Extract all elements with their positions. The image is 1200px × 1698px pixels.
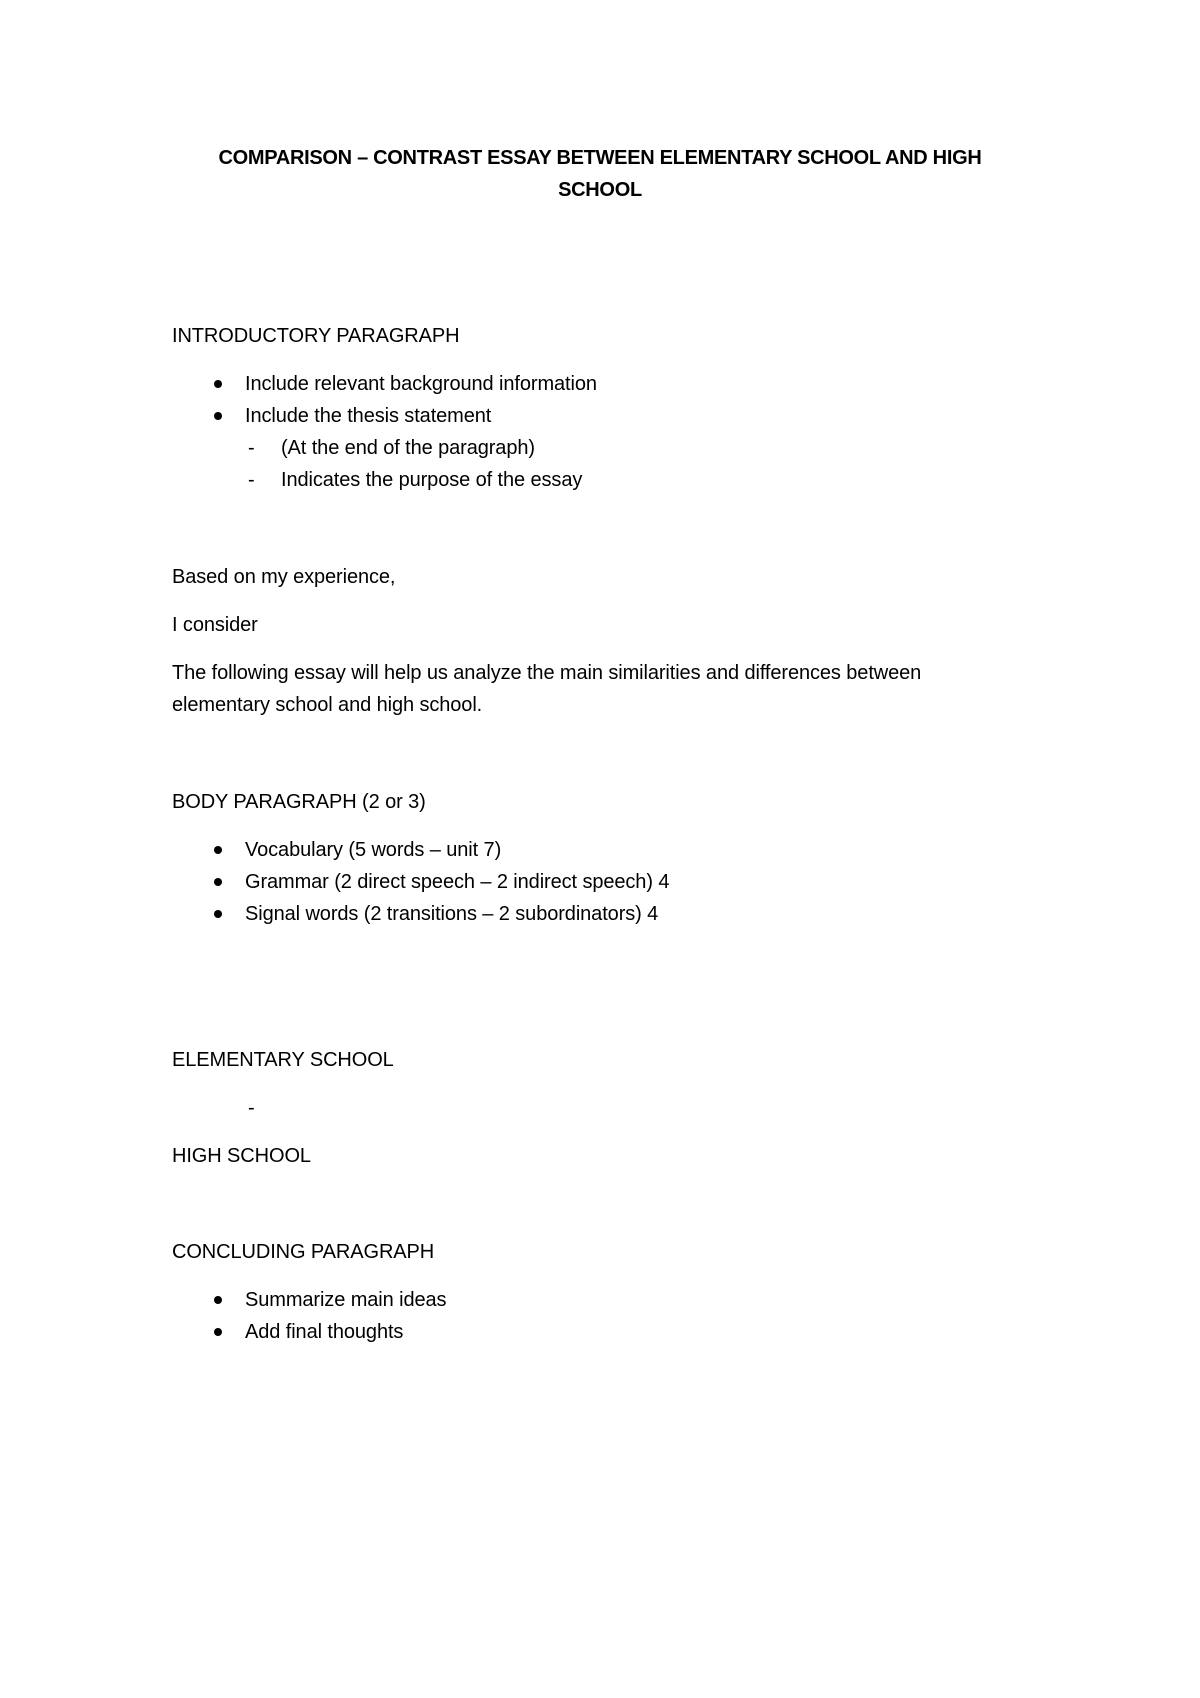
document-title-line-1: COMPARISON – CONTRAST ESSAY BETWEEN ELEMENTARY SCHOOL AND HIGH (218, 147, 982, 169)
intro-bullet-2: Include the thesis statement (245, 405, 492, 427)
draft-line-2: I consider (172, 614, 258, 636)
bullet-icon (214, 1296, 222, 1304)
draft-line-3a: The following essay will help us analyze the main similarities and differences between (172, 662, 922, 684)
elementary-school-heading: ELEMENTARY SCHOOL (172, 1049, 394, 1071)
bullet-icon (214, 380, 222, 388)
bullet-icon (214, 910, 222, 918)
bullet-icon (214, 412, 222, 420)
intro-bullet-1: Include relevant background information (245, 373, 597, 395)
body-heading: BODY PARAGRAPH (2 or 3) (172, 791, 426, 813)
body-bullet-1: Vocabulary (5 words – unit 7) (245, 839, 502, 861)
body-bullet-3: Signal words (2 transitions – 2 subordinators) 4 (245, 903, 659, 925)
high-school-heading: HIGH SCHOOL (172, 1145, 311, 1167)
conclusion-heading: CONCLUDING PARAGRAPH (172, 1241, 435, 1263)
conclusion-bullet-1: Summarize main ideas (245, 1289, 447, 1311)
bullet-icon (214, 846, 222, 854)
dash-marker: - (248, 437, 255, 459)
bullet-icon (214, 1328, 222, 1336)
intro-heading: INTRODUCTORY PARAGRAPH (172, 325, 460, 347)
intro-sub-item-1: (At the end of the paragraph) (281, 437, 535, 459)
elementary-dash-marker: - (248, 1097, 255, 1119)
bullet-icon (214, 878, 222, 886)
draft-line-3b: elementary school and high school. (172, 694, 483, 716)
intro-sub-item-2: Indicates the purpose of the essay (281, 469, 583, 491)
draft-line-1: Based on my experience, (172, 566, 396, 588)
body-bullet-2: Grammar (2 direct speech – 2 indirect speech) 4 (245, 871, 670, 893)
dash-marker: - (248, 469, 255, 491)
document-title-line-2: SCHOOL (558, 179, 642, 201)
conclusion-bullet-2: Add final thoughts (245, 1321, 404, 1343)
